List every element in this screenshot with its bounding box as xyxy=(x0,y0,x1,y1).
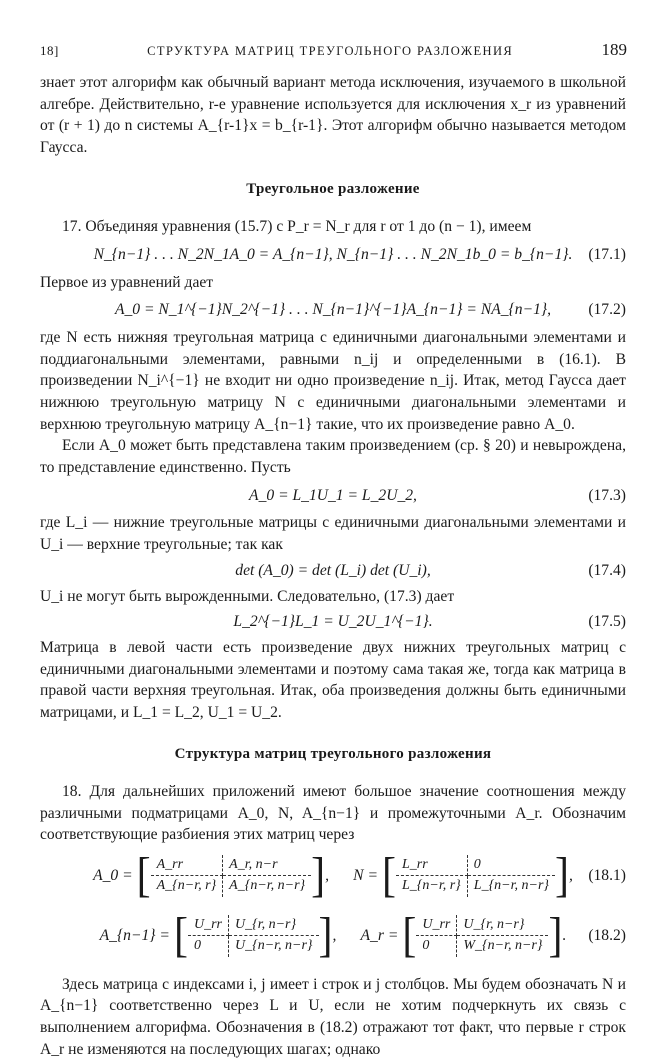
paragraph-first: Первое из уравнений дает xyxy=(40,273,214,291)
equation-17-5 xyxy=(40,607,626,637)
matrix-cell: W_{n−r, n−r} xyxy=(463,938,543,954)
paragraph-here: Здесь матрица с индексами i, j имеет i строк и j столбцов. Мы будем обозначать N и A_{n−1} соответственно через L и U, если не хотим подчеркнуть их связь с выполнением алгорифма. Обозначения в (18.2) отражают тот факт, что первые r строк A_r не изменяются на последующих шагах; однако xyxy=(40,975,626,1058)
matrix-cell: A_{n−r, r} xyxy=(151,876,224,897)
matrix-cell: L_{n−r, r} xyxy=(396,876,468,897)
matrix-cell: U_rr xyxy=(416,915,457,937)
equation-17-5-number: (17.5) xyxy=(588,613,626,631)
matrix-cell: U_rr xyxy=(188,915,229,937)
heading-triangular-decomposition: Треугольное разложение xyxy=(246,181,420,198)
equation-17-4 xyxy=(40,556,626,586)
eq-18-1-lhs-a0: A_0 = xyxy=(93,867,133,885)
section-number: 18] xyxy=(40,43,59,58)
equation-17-5-expr: L_2^{−1}L_1 = U_2U_1^{−1}. xyxy=(233,613,433,631)
equation-18-1-number: (18.1) xyxy=(588,867,626,885)
matrix-cell: A_{n−r, n−r} xyxy=(229,878,306,894)
paragraph-ui: U_i не могут быть вырожденными. Следовательно, (17.3) дает xyxy=(40,587,455,605)
matrix-cell: U_{n−r, n−r} xyxy=(234,938,313,954)
matrix-an1: [ U_rr U_{r, n−r} 0 U_{n−r, n−r} ] xyxy=(173,909,333,963)
matrix-ar: [ U_rr U_{r, n−r} 0 W_{n−r, n−r} ] xyxy=(402,909,563,963)
equation-17-3 xyxy=(40,478,626,512)
equation-18-2-number: (18.2) xyxy=(588,927,626,945)
running-title: СТРУКТУРА МАТРИЦ ТРЕУГОЛЬНОГО РАЗЛОЖЕНИЯ xyxy=(147,44,514,58)
paragraph-where-li: где L_i — нижние треугольные матрицы с единичными диагональными элементами и U_i — верхние треугольные; так как xyxy=(40,514,626,553)
page-number: 189 xyxy=(601,40,627,59)
matrix-cell: 0 xyxy=(468,855,555,877)
matrix-cell: U_{r, n−r} xyxy=(229,915,319,937)
page-header xyxy=(40,40,627,64)
paragraph-if-a0: Если A_0 может быть представлена таким произведением (ср. § 20) и невырождена, то представление единственно. Пусть xyxy=(40,437,626,476)
matrix-cell: 0 xyxy=(416,936,457,957)
matrix-cell: L_rr xyxy=(396,855,468,877)
matrix-cell: A_rr xyxy=(151,855,224,877)
equation-18-2: A_{n−1} = [ U_rr U_{r, n−r} 0 U_{n−r, n−r} ] , A_r = [ U_rr U_{r, n−r} 0 W_{n−r, n−r} ] . (18.2) xyxy=(99,909,626,963)
equation-18-1: A_0 = [ A_rr A_r, n−r A_{n−r, r} A_{n−r, n−r} ] , N = [ L_rr 0 L_{n−r, r} L_{n−r, n−r} ] , (18.1) xyxy=(93,849,626,903)
paragraph-18: 18. Для дальнейших приложений имеют большое значение соотношения между различными подматрицами A_0, N, A_{n−1} и промежуточными A_r. Обозначим соответствующие разбиения этих матриц через xyxy=(40,783,626,844)
equation-17-4-number: (17.4) xyxy=(588,561,626,579)
paragraph-where-n: где N есть нижняя треугольная матрица с единичными диагональными элементами и поддиагональными элементами, равными n_ij и определенными в (16.1). В произведении N_i^{−1} не входит ни одно произведение n_ij. Итак, метод Гаусса дает нижнюю треугольную матрицу N с единичными диагональными элементами и верхнюю треугольную матрицу A_{n−1} такие, что их произведение равно A_0. xyxy=(40,329,626,433)
heading-structure: Структура матриц треугольного разложения xyxy=(174,746,492,763)
equation-17-2-number: (17.2) xyxy=(588,301,626,319)
equation-17-3-number: (17.3) xyxy=(588,486,626,504)
paragraph-17: 17. Объединяя уравнения (15.7) с P_r = N_r для r от 1 до (n − 1), имеем xyxy=(62,217,532,235)
equation-17-4-expr: det (A_0) = det (L_i) det (U_i), xyxy=(235,561,431,579)
paragraph-matrix: Матрица в левой части есть произведение двух нижних треугольных матриц с единичными диагональными элементами и поэтому сама такая же, тогда как матрица в правой части верхняя треугольная. Итак, оба произведения должны быть единичными матрицами, и L_1 = L_2, U_1 = U_2. xyxy=(40,639,626,721)
equation-17-3-expr: A_0 = L_1U_1 = L_2U_2, xyxy=(249,486,417,504)
matrix-cell: 0 xyxy=(188,936,229,957)
matrix-cell: U_{r, n−r} xyxy=(457,915,548,937)
eq-18-2-lhs-an1: A_{n−1} = xyxy=(99,927,170,945)
equation-17-2-expr: A_0 = N_1^{−1}N_2^{−1} . . . N_{n−1}^{−1}A_{n−1} = NA_{n−1}, xyxy=(114,301,552,319)
eq-18-1-lhs-n: N = xyxy=(353,867,378,885)
equation-17-2 xyxy=(40,293,626,327)
equation-17-1-number: (17.1) xyxy=(588,245,626,263)
matrix-a0: [ A_rr A_r, n−r A_{n−r, r} A_{n−r, n−r} ] xyxy=(136,849,326,903)
equation-17-1 xyxy=(40,238,626,272)
matrix-cell: A_r, n−r xyxy=(223,855,311,877)
matrix-n: [ L_rr 0 L_{n−r, r} L_{n−r, n−r} ] xyxy=(382,849,570,903)
equation-17-1-expr: N_{n−1} . . . N_2N_1A_0 = A_{n−1}, N_{n−1} . . . N_2N_1b_0 = b_{n−1}. xyxy=(93,245,573,263)
matrix-cell: L_{n−r, n−r} xyxy=(473,878,550,894)
page-body xyxy=(40,72,626,1060)
intro-paragraph: знает этот алгорифм как обычный вариант метода исключения, изучаемого в школьной алгебре. Действительно, r-е уравнение используется для исключения x_r из уравнений от (r + 1) до n системы A_{r-1}x = b_{r-1}. Этот алгорифм обычно называется методом Гаусса. xyxy=(40,74,626,156)
eq-18-2-lhs-ar: A_r = xyxy=(360,927,399,945)
